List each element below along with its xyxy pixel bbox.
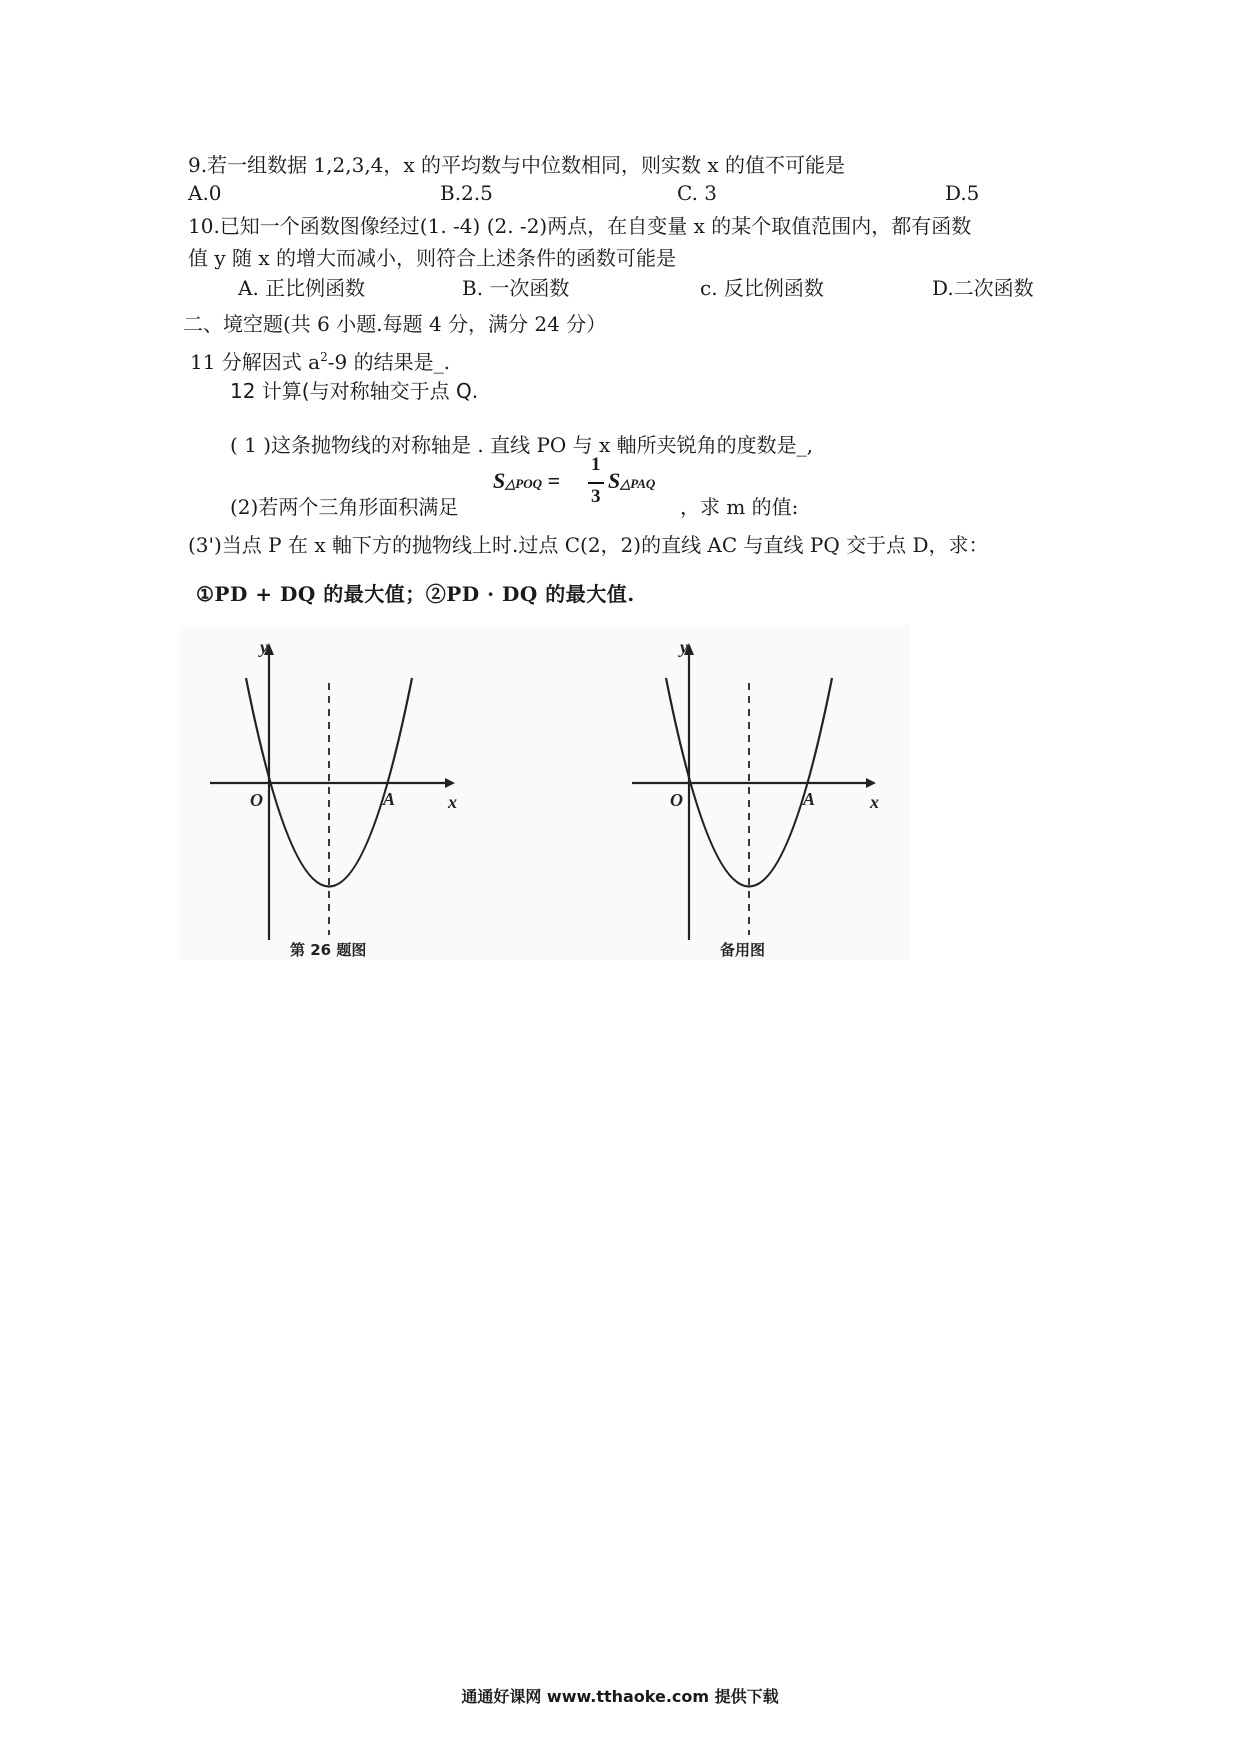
part-3-goals: ①PD + DQ 的最大值；②PD · DQ 的最大值. bbox=[196, 582, 635, 606]
formula-denominator: 3 bbox=[591, 486, 601, 507]
q10-option-d: D.二次函数 bbox=[932, 276, 1034, 300]
formula-rhs-subscript: △PAQ bbox=[620, 476, 656, 491]
q11-exponent: 2 bbox=[320, 350, 328, 364]
formula-rhs-wrap bbox=[608, 468, 655, 494]
scan-background bbox=[180, 625, 910, 960]
q9-option-b: B.2.5 bbox=[440, 181, 493, 205]
q10-line1: 10.已知一个函数图像经过(1. -4) (2. -2)两点，在自变量 x 的某个取值范围内，都有函数 bbox=[188, 214, 972, 238]
q10-line2: 值 y 随 x 的增大而减小，则符合上述条件的函数可能是 bbox=[188, 246, 677, 270]
right-origin-label: O bbox=[670, 790, 683, 810]
left-caption: 第 26 题图 bbox=[290, 941, 367, 959]
formula-numerator: 1 bbox=[591, 454, 601, 475]
q9-option-d: D.5 bbox=[945, 181, 980, 205]
right-y-label: y bbox=[680, 637, 688, 657]
q12: 12 计算(与对称轴交于点 Q. bbox=[230, 379, 479, 403]
formula-rhs: S bbox=[608, 468, 621, 493]
q9-option-c: C. 3 bbox=[677, 181, 718, 205]
section-2-heading: 二、境空题(共 6 小题.每题 4 分，满分 24 分） bbox=[183, 312, 607, 336]
q10-option-a: A. 正比例函数 bbox=[238, 276, 366, 300]
q9-stem: 9.若一组数据 1,2,3,4，x 的平均数与中位数相同，则实数 x 的值不可能是 bbox=[188, 153, 846, 177]
right-caption: 备用图 bbox=[720, 941, 766, 959]
q11-before: 11 分解因式 a bbox=[190, 350, 321, 374]
formula-equals: = bbox=[541, 468, 561, 493]
part-2-after: ，求 m 的值: bbox=[680, 495, 799, 519]
part-3: (3')当点 P 在 x 軸下方的抛物线上时.过点 C(2，2)的直线 AC 与直线 PQ 交于点 D，求： bbox=[188, 533, 989, 557]
q10-option-b: B. 一次函数 bbox=[462, 276, 570, 300]
area-ratio-formula bbox=[493, 454, 673, 508]
part-1: ( 1 )这条抛物线的对称轴是 . 直线 PO 与 x 軸所夹锐角的度数是_, bbox=[230, 433, 814, 457]
left-point-a-label: A bbox=[383, 789, 396, 809]
fraction-bar bbox=[588, 482, 604, 484]
q11 bbox=[190, 349, 450, 375]
part-2-before: (2)若两个三角形面积满足 bbox=[230, 495, 459, 519]
q10-option-c: c. 反比例函数 bbox=[700, 276, 824, 300]
left-y-label: y bbox=[260, 637, 268, 657]
formula-lhs: S bbox=[493, 468, 506, 493]
formula-lhs-subscript: △POQ bbox=[505, 476, 542, 491]
right-point-a-label: A bbox=[803, 789, 816, 809]
q11-after: -9 的结果是_. bbox=[327, 350, 450, 374]
parabola-figures bbox=[180, 625, 910, 985]
left-x-label: x bbox=[448, 792, 457, 812]
q9-option-a: A.0 bbox=[188, 181, 222, 205]
footer-credit: 通通好课网 www.tthaoke.com 提供下载 bbox=[461, 1687, 779, 1706]
left-origin-label: O bbox=[250, 790, 263, 810]
right-x-label: x bbox=[870, 792, 879, 812]
